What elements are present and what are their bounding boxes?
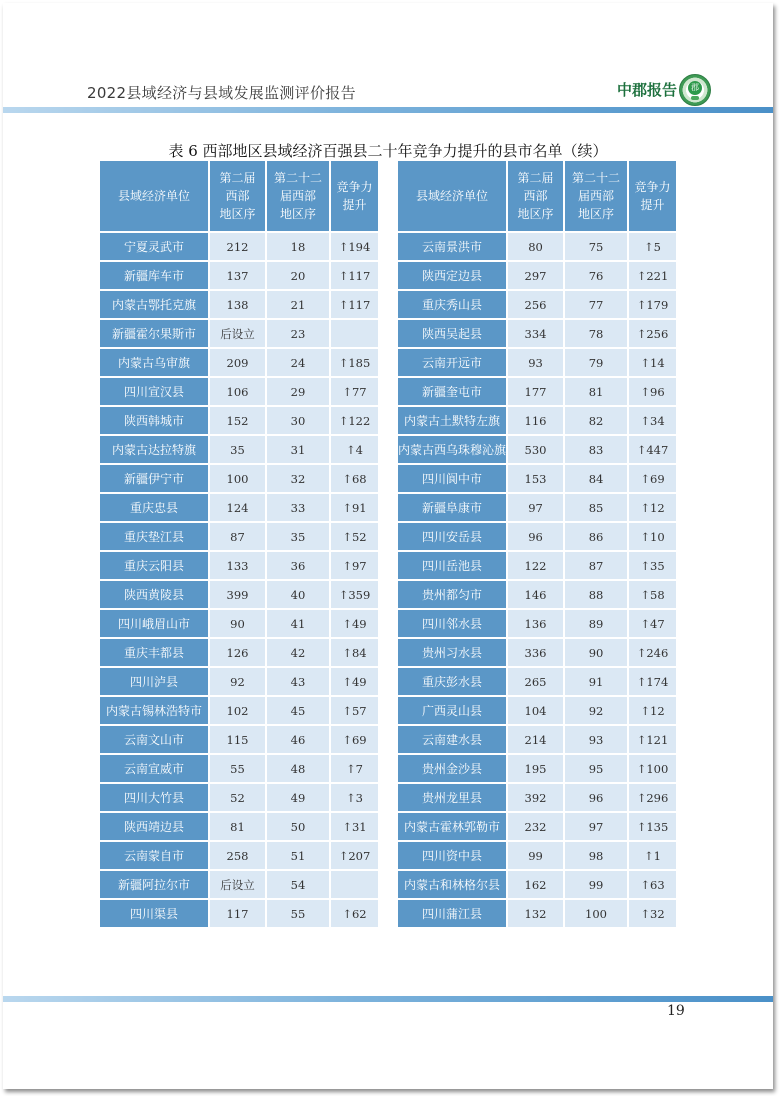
table-row [398, 726, 676, 753]
cell-rise: ↑49 [331, 610, 378, 637]
cell-rank22: 88 [565, 581, 627, 608]
cell-unit: 陕西韩城市 [100, 407, 208, 434]
cell-rank2: 153 [508, 465, 563, 492]
cell-rank22: 46 [267, 726, 329, 753]
cell-rise: ↑117 [331, 291, 378, 318]
report-title: 2022县域经济与县域发展监测评价报告 [87, 84, 356, 102]
cell-rank22: 40 [267, 581, 329, 608]
cell-unit: 贵州金沙县 [398, 755, 506, 782]
cell-rise [331, 320, 378, 347]
col-header-unit [398, 161, 506, 231]
cell-rank22: 91 [565, 668, 627, 695]
cell-unit: 四川渠县 [100, 900, 208, 927]
cell-rank2: 336 [508, 639, 563, 666]
cell-rise: ↑69 [629, 465, 676, 492]
ranking-table-left [98, 159, 380, 929]
table-row [398, 407, 676, 434]
cell-rise: ↑10 [629, 523, 676, 550]
cell-unit: 云南建水县 [398, 726, 506, 753]
table-row [100, 320, 378, 347]
table-row [100, 436, 378, 463]
cell-unit: 新疆奎屯市 [398, 378, 506, 405]
table-row [398, 378, 676, 405]
cell-rank22: 86 [565, 523, 627, 550]
cell-rise: ↑49 [331, 668, 378, 695]
table-row [398, 697, 676, 724]
cell-rank22: 87 [565, 552, 627, 579]
cell-unit: 四川岳池县 [398, 552, 506, 579]
col-header-label: 第二十二 届西部 地区序 [273, 171, 322, 221]
cell-unit: 新疆阜康市 [398, 494, 506, 521]
cell-rise: ↑32 [629, 900, 676, 927]
table-row [100, 726, 378, 753]
cell-rise: ↑69 [331, 726, 378, 753]
cell-rank22: 50 [267, 813, 329, 840]
table-body [398, 233, 676, 927]
cell-rank22: 98 [565, 842, 627, 869]
cell-rise: ↑97 [331, 552, 378, 579]
table-row [100, 697, 378, 724]
cell-unit: 广西灵山县 [398, 697, 506, 724]
cell-rank22: 77 [565, 291, 627, 318]
table-row [398, 320, 676, 347]
table-header-row [398, 161, 676, 231]
cell-rank22: 78 [565, 320, 627, 347]
cell-rank2: 138 [210, 291, 265, 318]
cell-rank22: 75 [565, 233, 627, 260]
cell-rank2: 152 [210, 407, 265, 434]
cell-rank22: 30 [267, 407, 329, 434]
cell-rank2: 104 [508, 697, 563, 724]
cell-rank22: 41 [267, 610, 329, 637]
cell-rise: ↑7 [331, 755, 378, 782]
cell-rank2: 133 [210, 552, 265, 579]
cell-rise: ↑135 [629, 813, 676, 840]
cell-rank22: 48 [267, 755, 329, 782]
cell-rank22: 24 [267, 349, 329, 376]
cell-rank22: 96 [565, 784, 627, 811]
cell-rank22: 31 [267, 436, 329, 463]
cell-unit: 贵州都匀市 [398, 581, 506, 608]
col-header-label: 第二十二 届西部 地区序 [572, 171, 621, 221]
cell-rank22: 76 [565, 262, 627, 289]
table-row [398, 349, 676, 376]
cell-rank2: 146 [508, 581, 563, 608]
cell-unit: 四川资中县 [398, 842, 506, 869]
cell-rise: ↑91 [331, 494, 378, 521]
cell-rank2: 106 [210, 378, 265, 405]
table-row [398, 610, 676, 637]
table-row [100, 668, 378, 695]
cell-unit: 贵州习水县 [398, 639, 506, 666]
cell-rise: ↑179 [629, 291, 676, 318]
table-row [100, 755, 378, 782]
cell-rank2: 99 [508, 842, 563, 869]
cell-unit: 陕西靖边县 [100, 813, 208, 840]
table-row [100, 378, 378, 405]
col-header-label: 县域经济单位 [117, 189, 190, 203]
cell-rise: ↑63 [629, 871, 676, 898]
table-row [398, 262, 676, 289]
table-row [100, 842, 378, 869]
cell-unit: 内蒙古锡林浩特市 [100, 697, 208, 724]
cell-rank22: 18 [267, 233, 329, 260]
table-body [100, 233, 378, 927]
cell-rank22: 29 [267, 378, 329, 405]
col-header-rank2 [210, 161, 265, 231]
col-header-label: 竞争力 提升 [634, 180, 671, 212]
table-row [398, 552, 676, 579]
cell-rank2: 256 [508, 291, 563, 318]
cell-rank22: 90 [565, 639, 627, 666]
cell-rank2: 137 [210, 262, 265, 289]
logo-leaf-icon [691, 96, 699, 100]
cell-rise: ↑47 [629, 610, 676, 637]
cell-rise: ↑35 [629, 552, 676, 579]
cell-rank22: 92 [565, 697, 627, 724]
cell-rank2: 126 [210, 639, 265, 666]
cell-rank22: 89 [565, 610, 627, 637]
cell-rank2: 97 [508, 494, 563, 521]
footer-divider [3, 996, 773, 1002]
cell-rise: ↑12 [629, 697, 676, 724]
cell-rise: ↑58 [629, 581, 676, 608]
cell-unit: 新疆霍尔果斯市 [100, 320, 208, 347]
table-row [398, 291, 676, 318]
cell-unit: 内蒙古乌审旗 [100, 349, 208, 376]
table-row [100, 523, 378, 550]
table-row [398, 842, 676, 869]
cell-rank22: 36 [267, 552, 329, 579]
cell-unit: 四川宣汉县 [100, 378, 208, 405]
cell-rank22: 93 [565, 726, 627, 753]
table-row [100, 552, 378, 579]
cell-rank2: 122 [508, 552, 563, 579]
table-row [398, 639, 676, 666]
cell-rise: ↑14 [629, 349, 676, 376]
cell-unit: 贵州龙里县 [398, 784, 506, 811]
cell-rise: ↑100 [629, 755, 676, 782]
cell-unit: 新疆库车市 [100, 262, 208, 289]
table-row [398, 755, 676, 782]
cell-rise: ↑296 [629, 784, 676, 811]
cell-rank22: 79 [565, 349, 627, 376]
cell-rank2: 195 [508, 755, 563, 782]
cell-rank2: 209 [210, 349, 265, 376]
cell-rank22: 84 [565, 465, 627, 492]
cell-rise [331, 871, 378, 898]
cell-rank22: 100 [565, 900, 627, 927]
cell-rise: ↑77 [331, 378, 378, 405]
cell-unit: 陕西定边县 [398, 262, 506, 289]
cell-rank2: 232 [508, 813, 563, 840]
header-divider [3, 107, 773, 113]
cell-unit: 新疆阿拉尔市 [100, 871, 208, 898]
cell-rise: ↑12 [629, 494, 676, 521]
cell-rank22: 55 [267, 900, 329, 927]
cell-unit: 宁夏灵武市 [100, 233, 208, 260]
cell-rise: ↑1 [629, 842, 676, 869]
cell-unit: 重庆垫江县 [100, 523, 208, 550]
cell-unit: 内蒙古西乌珠穆沁旗 [398, 436, 506, 463]
cell-rise: ↑96 [629, 378, 676, 405]
cell-rank2: 93 [508, 349, 563, 376]
brand-name: 中郡报告 [617, 81, 678, 99]
cell-rise: ↑207 [331, 842, 378, 869]
cell-rank2: 334 [508, 320, 563, 347]
cell-unit: 重庆彭水县 [398, 668, 506, 695]
cell-rise: ↑31 [331, 813, 378, 840]
col-header-rise [331, 161, 378, 231]
cell-rise: ↑4 [331, 436, 378, 463]
cell-rank2: 35 [210, 436, 265, 463]
cell-rank22: 23 [267, 320, 329, 347]
cell-rise: ↑121 [629, 726, 676, 753]
cell-rank22: 82 [565, 407, 627, 434]
logo-glyph: 郡 [688, 81, 702, 95]
cell-rank2: 399 [210, 581, 265, 608]
cell-rank2: 124 [210, 494, 265, 521]
report-page [3, 3, 773, 1089]
table-row [100, 465, 378, 492]
cell-rank2: 162 [508, 871, 563, 898]
cell-unit: 重庆丰都县 [100, 639, 208, 666]
col-header-label: 第二届 西部 地区序 [517, 171, 554, 221]
cell-unit: 内蒙古霍林郭勒市 [398, 813, 506, 840]
col-header-label: 第二届 西部 地区序 [219, 171, 256, 221]
brand-logo-icon [679, 74, 711, 106]
cell-rise: ↑57 [331, 697, 378, 724]
col-header-rank2 [508, 161, 563, 231]
cell-unit: 内蒙古和林格尔县 [398, 871, 506, 898]
cell-rank2: 265 [508, 668, 563, 695]
cell-rank2: 530 [508, 436, 563, 463]
cell-rank2: 102 [210, 697, 265, 724]
cell-rank22: 51 [267, 842, 329, 869]
cell-rank22: 45 [267, 697, 329, 724]
cell-rank22: 95 [565, 755, 627, 782]
col-header-rank22 [565, 161, 627, 231]
cell-rise: ↑174 [629, 668, 676, 695]
cell-unit: 重庆秀山县 [398, 291, 506, 318]
cell-rank2: 81 [210, 813, 265, 840]
cell-rank22: 49 [267, 784, 329, 811]
table-row [398, 494, 676, 521]
cell-rise: ↑52 [331, 523, 378, 550]
cell-rank22: 85 [565, 494, 627, 521]
table-row [100, 233, 378, 260]
table-row [100, 407, 378, 434]
cell-rank2: 87 [210, 523, 265, 550]
cell-rise: ↑194 [331, 233, 378, 260]
ranking-table-right [396, 159, 678, 929]
table-row [398, 523, 676, 550]
cell-rank22: 54 [267, 871, 329, 898]
table-row [100, 639, 378, 666]
cell-rank22: 99 [565, 871, 627, 898]
table-row [398, 784, 676, 811]
cell-unit: 云南开远市 [398, 349, 506, 376]
cell-unit: 四川阆中市 [398, 465, 506, 492]
col-header-rank22 [267, 161, 329, 231]
cell-unit: 云南蒙自市 [100, 842, 208, 869]
cell-rise: ↑359 [331, 581, 378, 608]
cell-rise: ↑84 [331, 639, 378, 666]
page-number: 19 [667, 1003, 685, 1019]
cell-unit: 四川峨眉山市 [100, 610, 208, 637]
cell-rank22: 32 [267, 465, 329, 492]
cell-rise: ↑185 [331, 349, 378, 376]
cell-rank2: 55 [210, 755, 265, 782]
cell-unit: 重庆云阳县 [100, 552, 208, 579]
cell-rank2: 117 [210, 900, 265, 927]
table-row [100, 610, 378, 637]
cell-rise: ↑122 [331, 407, 378, 434]
cell-unit: 内蒙古鄂托克旗 [100, 291, 208, 318]
cell-unit: 云南文山市 [100, 726, 208, 753]
cell-unit: 陕西吴起县 [398, 320, 506, 347]
table-row [398, 813, 676, 840]
table-row [398, 465, 676, 492]
table-row [100, 900, 378, 927]
cell-rise: ↑447 [629, 436, 676, 463]
cell-rank2: 136 [508, 610, 563, 637]
cell-rise: ↑256 [629, 320, 676, 347]
table-row [398, 668, 676, 695]
cell-rank2: 90 [210, 610, 265, 637]
cell-rise: ↑246 [629, 639, 676, 666]
cell-rank2: 116 [508, 407, 563, 434]
cell-rank2: 92 [210, 668, 265, 695]
cell-rise: ↑3 [331, 784, 378, 811]
cell-rank2: 214 [508, 726, 563, 753]
cell-rank22: 43 [267, 668, 329, 695]
cell-unit: 四川大竹县 [100, 784, 208, 811]
cell-unit: 云南宣威市 [100, 755, 208, 782]
cell-rise: ↑34 [629, 407, 676, 434]
cell-unit: 四川泸县 [100, 668, 208, 695]
cell-rank22: 81 [565, 378, 627, 405]
cell-unit: 四川蒲江县 [398, 900, 506, 927]
table-row [100, 349, 378, 376]
cell-unit: 新疆伊宁市 [100, 465, 208, 492]
cell-unit: 云南景洪市 [398, 233, 506, 260]
cell-rise: ↑5 [629, 233, 676, 260]
cell-rank22: 35 [267, 523, 329, 550]
cell-rank2: 132 [508, 900, 563, 927]
table-row [100, 262, 378, 289]
table-row [100, 494, 378, 521]
cell-rank22: 20 [267, 262, 329, 289]
cell-rank2: 115 [210, 726, 265, 753]
cell-rise: ↑221 [629, 262, 676, 289]
cell-rank2: 96 [508, 523, 563, 550]
table-row [100, 784, 378, 811]
col-header-label: 竞争力 提升 [336, 180, 373, 212]
cell-unit: 内蒙古土默特左旗 [398, 407, 506, 434]
cell-rise: ↑117 [331, 262, 378, 289]
col-header-unit [100, 161, 208, 231]
cell-rank2: 392 [508, 784, 563, 811]
table-row [398, 900, 676, 927]
cell-rank22: 83 [565, 436, 627, 463]
table-header-row [100, 161, 378, 231]
table-row [398, 871, 676, 898]
table-row [100, 581, 378, 608]
table-row [398, 436, 676, 463]
col-header-rise [629, 161, 676, 231]
cell-rank2: 297 [508, 262, 563, 289]
cell-unit: 重庆忠县 [100, 494, 208, 521]
cell-rank22: 21 [267, 291, 329, 318]
cell-unit: 四川邻水县 [398, 610, 506, 637]
table-row [398, 233, 676, 260]
cell-rank2: 177 [508, 378, 563, 405]
cell-unit: 陕西黄陵县 [100, 581, 208, 608]
cell-rank2: 258 [210, 842, 265, 869]
cell-rank2: 100 [210, 465, 265, 492]
table-title: 表 6 西部地区县域经济百强县二十年竞争力提升的县市名单（续） [168, 142, 608, 160]
table-row [100, 813, 378, 840]
cell-unit: 内蒙古达拉特旗 [100, 436, 208, 463]
cell-rank2: 212 [210, 233, 265, 260]
cell-rank22: 97 [565, 813, 627, 840]
cell-rank2: 80 [508, 233, 563, 260]
cell-rank22: 33 [267, 494, 329, 521]
cell-rank2: 后设立 [210, 320, 265, 347]
cell-rank2: 52 [210, 784, 265, 811]
table-row [100, 871, 378, 898]
cell-rise: ↑62 [331, 900, 378, 927]
table-row [100, 291, 378, 318]
table-row [398, 581, 676, 608]
cell-rank2: 后设立 [210, 871, 265, 898]
cell-unit: 四川安岳县 [398, 523, 506, 550]
col-header-label: 县域经济单位 [416, 189, 489, 203]
cell-rise: ↑68 [331, 465, 378, 492]
cell-rank22: 42 [267, 639, 329, 666]
